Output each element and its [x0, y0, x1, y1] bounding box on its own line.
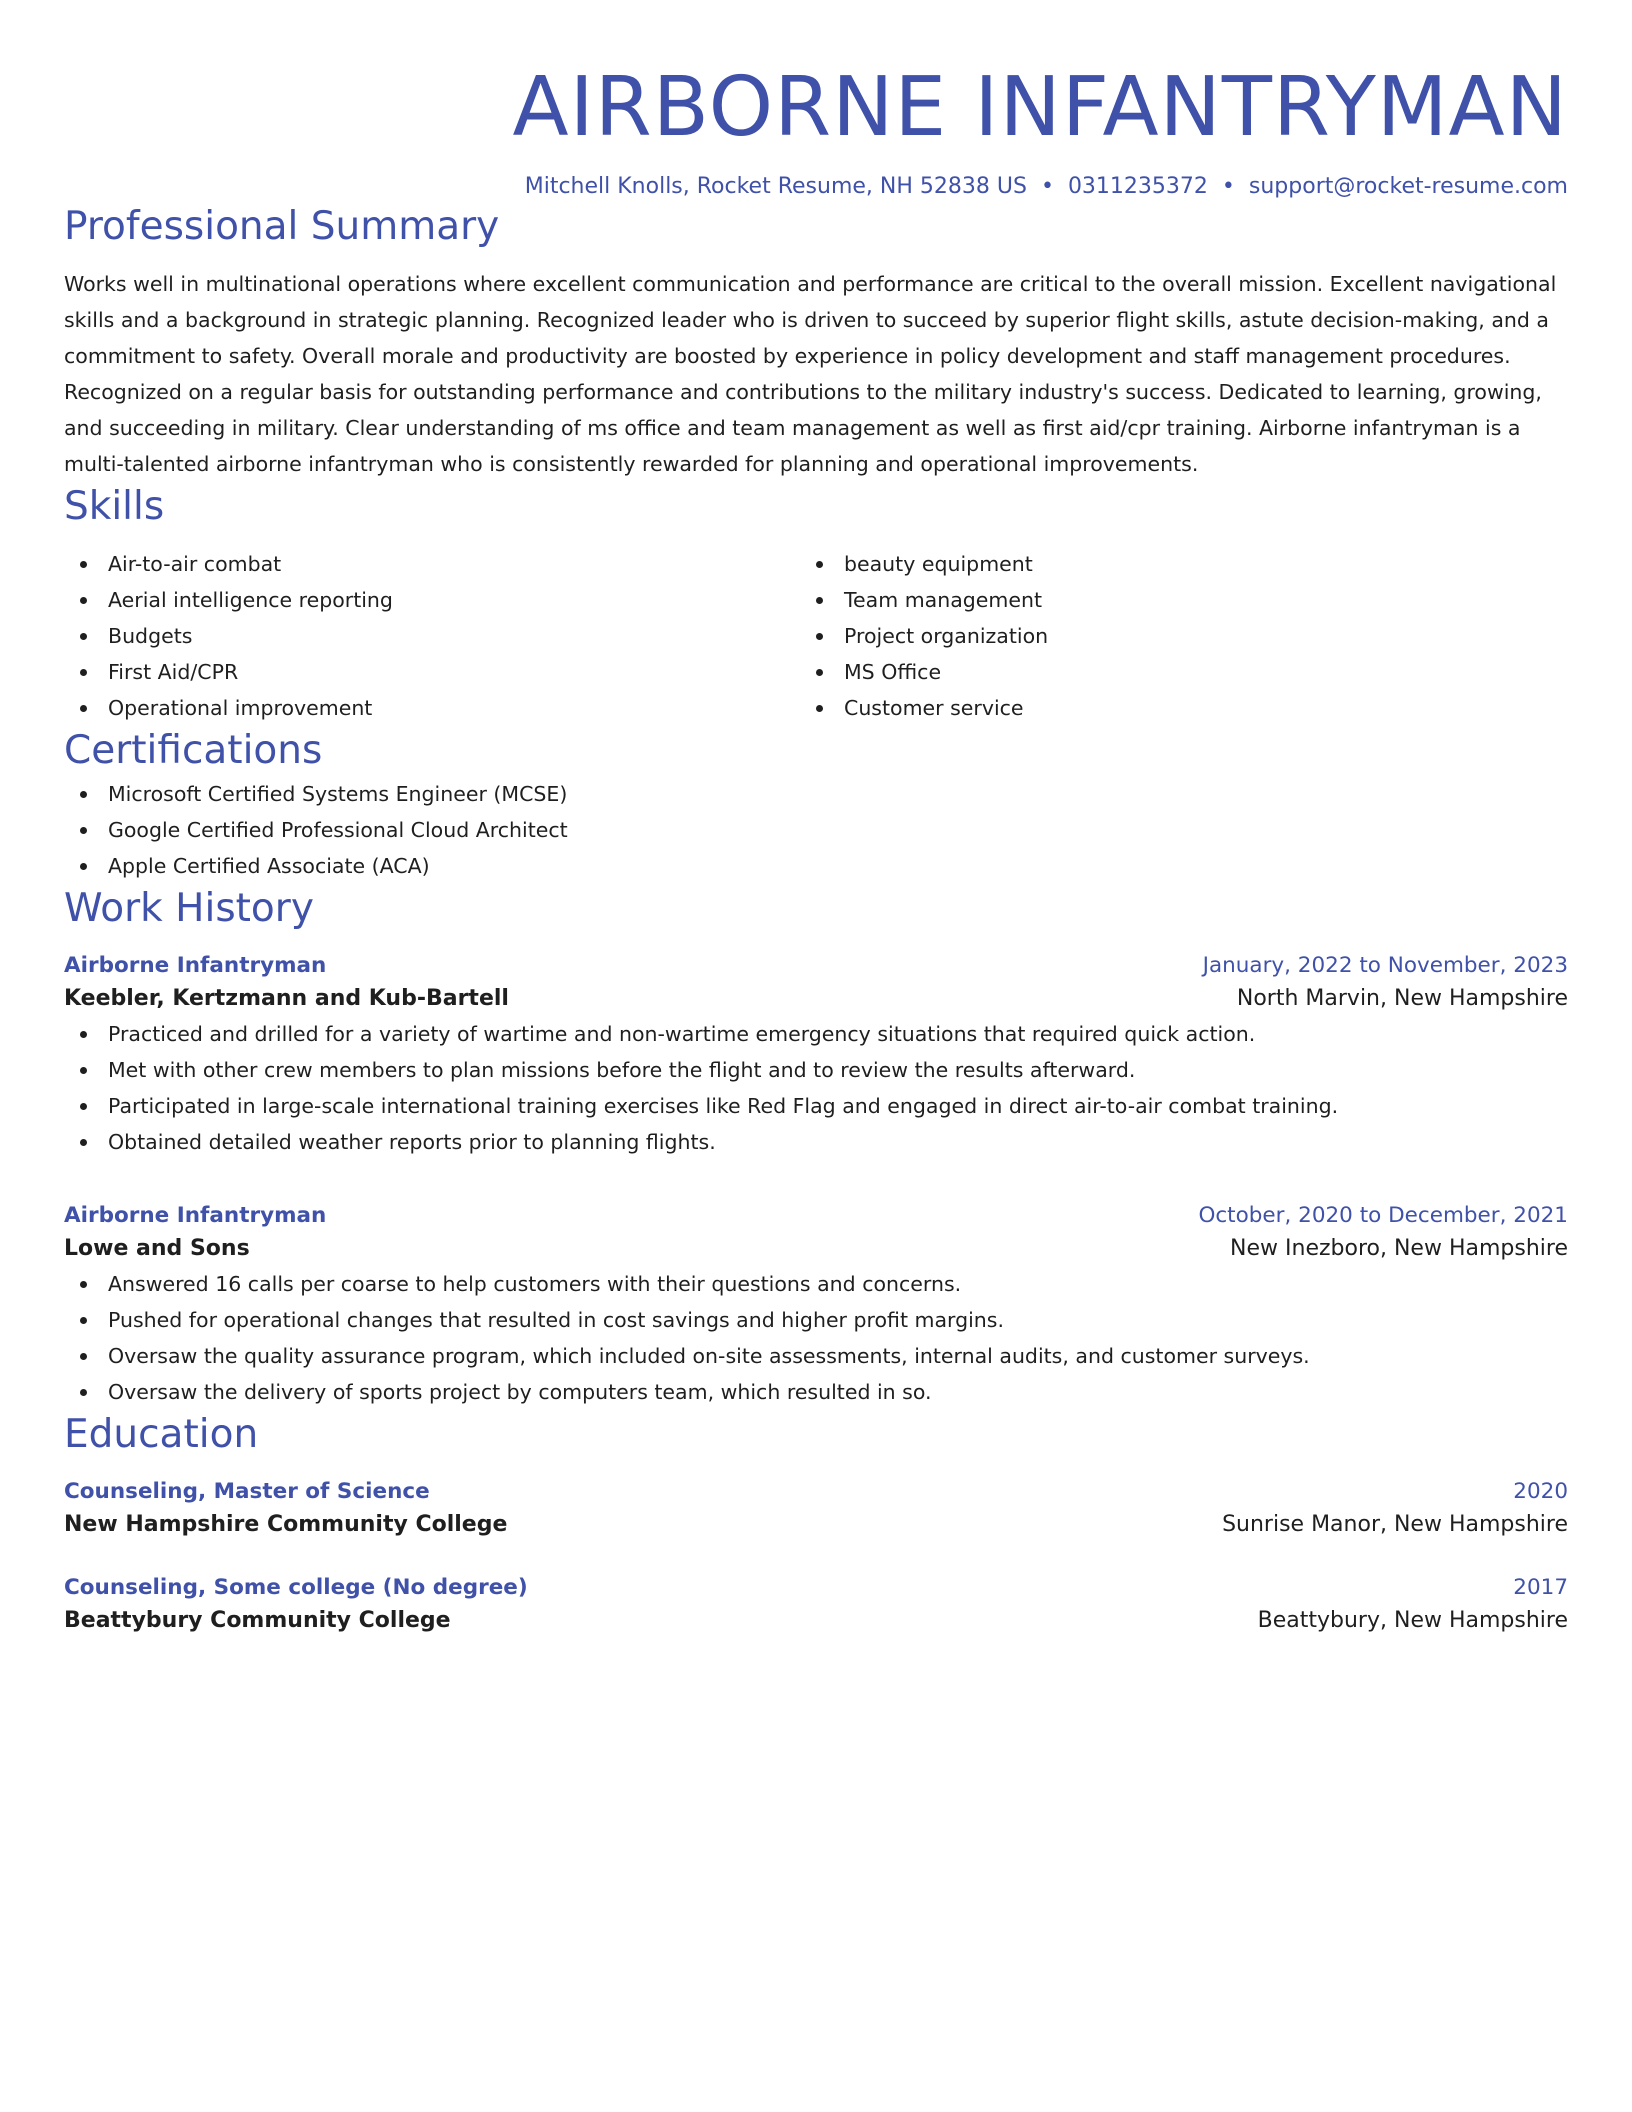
job-title: Airborne Infantryman	[64, 953, 327, 978]
graduation-year: 2017	[1513, 1575, 1568, 1600]
skill-item: Air-to-air combat	[64, 546, 800, 582]
work-entry-subheader	[64, 982, 1568, 1016]
certifications-heading: Certifications	[64, 728, 323, 773]
job-bullet: Pushed for operational changes that resulted in cost savings and higher profit margins.	[64, 1302, 1568, 1338]
certification-item: Google Certified Professional Cloud Architect	[64, 812, 1568, 848]
resume-title: AIRBORNE INFANTRYMAN	[512, 60, 1568, 155]
education-entry	[64, 1476, 1568, 1542]
skills-column-left	[64, 546, 800, 726]
job-company: Keebler, Kertzmann and Kub-Bartell	[64, 986, 509, 1011]
work-entry-header	[64, 1200, 1568, 1232]
work-entry-subheader	[64, 1232, 1568, 1266]
job-company: Lowe and Sons	[64, 1236, 250, 1261]
skill-item: Operational improvement	[64, 690, 800, 726]
skills-column-right	[800, 546, 1536, 726]
job-location: North Marvin, New Hampshire	[1236, 986, 1568, 1011]
job-title: Airborne Infantryman	[64, 1203, 327, 1228]
work-entry	[64, 950, 1568, 1160]
skill-item: Team management	[800, 582, 1536, 618]
skill-item: Aerial intelligence reporting	[64, 582, 800, 618]
school-location: Beattybury, New Hampshire	[1257, 1608, 1568, 1633]
summary-heading: Professional Summary	[64, 204, 500, 249]
contact-separator: •	[1221, 174, 1235, 199]
job-bullet: Participated in large-scale international training exercises like Red Flag and engaged in direct air-to-air combat training.	[64, 1088, 1568, 1124]
work-history-heading: Work History	[64, 886, 314, 931]
job-bullet: Practiced and drilled for a variety of wartime and non-wartime emergency situations that required quick action.	[64, 1016, 1568, 1052]
skill-item: MS Office	[800, 654, 1536, 690]
contact-separator: •	[1040, 174, 1054, 199]
job-bullet: Oversaw the quality assurance program, which included on-site assessments, internal audits, and customer surveys.	[64, 1338, 1568, 1374]
contact-address: Mitchell Knolls, Rocket Resume, NH 52838 US	[524, 174, 1027, 199]
skill-item: Project organization	[800, 618, 1536, 654]
work-entry-header	[64, 950, 1568, 982]
education-entry-subheader	[64, 1604, 1568, 1638]
skill-item: Customer service	[800, 690, 1536, 726]
degree: Counseling, Some college (No degree)	[64, 1575, 528, 1600]
job-location: New Inezboro, New Hampshire	[1230, 1236, 1568, 1261]
contact-phone: 0311235372	[1067, 174, 1208, 199]
certifications-list	[64, 776, 1568, 884]
skill-item: Budgets	[64, 618, 800, 654]
education-entry-subheader	[64, 1508, 1568, 1542]
education-entry-header	[64, 1476, 1568, 1508]
school-location: Sunrise Manor, New Hampshire	[1222, 1512, 1568, 1537]
contact-line	[64, 172, 1568, 202]
job-bullet: Met with other crew members to plan missions before the flight and to review the results afterward.	[64, 1052, 1568, 1088]
job-bullets	[64, 1016, 1568, 1160]
skills-list-right	[800, 546, 1536, 726]
skill-item: beauty equipment	[800, 546, 1536, 582]
education-entry	[64, 1572, 1568, 1638]
school-name: Beattybury Community College	[64, 1608, 451, 1633]
summary-text: Works well in multinational operations where excellent communication and performance are critical to the overall mission. Excellent navigational skills and a background in strategic planning. Recognized leader who is driven to succeed by superior flight skills, astute decision-making, and a commitment to safety. Overall morale and productivity are boosted by experience in policy development and staff management procedures. Recognized on a regular basis for outstanding performance and contributions to the military industry's success. Dedicated to learning, growing, and succeeding in military. Clear understanding of ms office and team management as well as first aid/cpr training. Airborne infantryman is a multi-talented airborne infantryman who is consistently rewarded for planning and operational improvements.	[64, 272, 1557, 476]
certification-item: Microsoft Certified Systems Engineer (MCSE)	[64, 776, 1568, 812]
job-bullet: Answered 16 calls per coarse to help customers with their questions and concerns.	[64, 1266, 1568, 1302]
job-bullet: Oversaw the delivery of sports project by computers team, which resulted in so.	[64, 1374, 1568, 1410]
contact-email[interactable]: support@rocket-resume.com	[1248, 174, 1568, 199]
job-bullet: Obtained detailed weather reports prior to planning flights.	[64, 1124, 1568, 1160]
job-dates: October, 2020 to December, 2021	[1198, 1203, 1568, 1228]
certification-item: Apple Certified Associate (ACA)	[64, 848, 1568, 884]
degree: Counseling, Master of Science	[64, 1479, 430, 1504]
work-entry	[64, 1200, 1568, 1410]
skills-list-left	[64, 546, 800, 726]
education-entry-header	[64, 1572, 1568, 1604]
graduation-year: 2020	[1513, 1479, 1568, 1504]
skills-heading: Skills	[64, 484, 165, 529]
job-bullets	[64, 1266, 1568, 1410]
job-dates: January, 2022 to November, 2023	[1202, 953, 1568, 978]
skill-item: First Aid/CPR	[64, 654, 800, 690]
skills-grid	[64, 546, 1568, 726]
school-name: New Hampshire Community College	[64, 1512, 508, 1537]
education-heading: Education	[64, 1412, 259, 1457]
